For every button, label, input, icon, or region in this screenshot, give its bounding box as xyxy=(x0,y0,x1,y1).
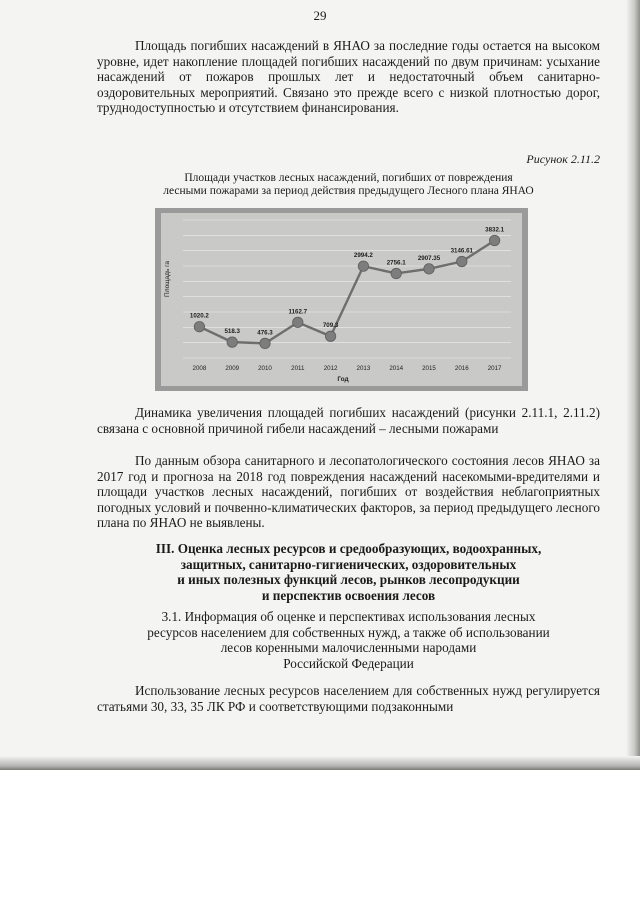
chart-title xyxy=(97,172,600,198)
x-tick-label: 2014 xyxy=(389,365,404,372)
chart-svg xyxy=(155,208,528,391)
subsection-heading-line: 3.1. Информация об оценке и перспективах использования лесных xyxy=(161,609,536,624)
paragraph-dead-stands: Площадь погибших насаждений в ЯНАО за последние годы остается на высоком уровне, идет накопление площадей погибших насаждений по двум причинам: усыхание насаждений от пожаров прошлых лет и недостаточный объем санитарно-оздоровительных мероприятий. Связано это прежде всего с низкой плотностью дорог, труднодоступностью и отсутствием финансирования. xyxy=(97,38,600,115)
data-label: 518.3 xyxy=(224,328,240,336)
subsection-heading-line: ресурсов населением для собственных нужд, а также об использовании xyxy=(147,624,550,640)
chart-title-line-1: Площади участков лесных насаждений, погибших от повреждения xyxy=(184,172,513,184)
section-heading-line: III. Оценка лесных ресурсов и средообразующих, водоохранных, xyxy=(155,541,542,556)
data-label: 2994.2 xyxy=(353,252,373,260)
y-axis-label: Площадь га xyxy=(164,261,171,297)
section-heading-line: защитных, санитарно-гигиенических, оздоровительных xyxy=(180,556,517,572)
page-edge-shadow-right xyxy=(626,0,640,770)
x-tick-label: 2012 xyxy=(323,365,338,372)
x-tick-label: 2016 xyxy=(454,365,469,372)
data-label: 2907.35 xyxy=(417,254,441,262)
data-point xyxy=(358,261,368,271)
x-tick-label: 2009 xyxy=(225,365,240,372)
subsection-heading-line: Российской Федерации xyxy=(283,655,414,671)
data-point xyxy=(489,235,499,245)
data-point xyxy=(260,338,270,348)
paragraph-sanitary-review: По данным обзора санитарного и лесопатологического состояния лесов ЯНАО за 2017 год и прогноза на 2018 год повреждения насаждений насекомыми-вредителями и площади участков лесных насаждений, погибших от воздействия неблагоприятных погодных условий и почвенно-климатических факторов, за период предыдущего лесного плана по ЯНАО не выявлены. xyxy=(97,453,600,530)
x-axis-label: Год xyxy=(337,376,349,383)
paragraph-dynamics: Динамика увеличения площадей погибших насаждений (рисунки 2.11.1, 2.11.2) связана с основной причиной гибели насаждений – лесными пожарами xyxy=(97,405,600,436)
section-heading xyxy=(97,541,600,603)
x-tick-label: 2010 xyxy=(258,365,272,372)
x-tick-label: 2011 xyxy=(291,365,305,372)
data-point xyxy=(194,322,204,332)
section-heading-line: и иных полезных функций лесов, рынков лесопродукции xyxy=(177,572,520,587)
section-heading-line: и перспектив освоения лесов xyxy=(261,587,436,603)
data-label: 709.3 xyxy=(322,322,339,330)
x-tick-label: 2017 xyxy=(487,365,502,372)
data-label: 3146.61 xyxy=(450,247,473,255)
subsection-heading xyxy=(97,609,600,671)
x-tick-label: 2015 xyxy=(422,365,436,372)
chart-title-line-2: лесными пожарами за период действия предыдущего Лесного плана ЯНАО xyxy=(163,185,534,197)
data-label: 1020.2 xyxy=(189,312,209,320)
data-point xyxy=(391,268,401,278)
paragraph-resource-use: Использование лесных ресурсов населением для собственных нужд регулируется статьями 30, 33, 35 ЛК РФ и соответствующими подзаконными xyxy=(97,683,600,714)
data-point xyxy=(227,337,237,347)
x-tick-label: 2008 xyxy=(192,365,207,372)
page-number: 29 xyxy=(313,8,327,23)
x-tick-label: 2013 xyxy=(356,365,371,372)
data-point xyxy=(457,256,467,266)
data-point xyxy=(424,264,434,274)
data-point xyxy=(293,317,303,327)
data-point xyxy=(325,331,335,341)
subsection-heading-line: лесов коренными малочисленными народами xyxy=(220,640,477,655)
chart-plot-background xyxy=(161,213,522,386)
line-chart xyxy=(155,208,528,391)
page-edge-shadow-bottom xyxy=(0,756,640,770)
figure-label: Рисунок 2.11.2 xyxy=(526,152,600,166)
data-label: 2756.1 xyxy=(386,259,406,267)
data-label: 3832.1 xyxy=(485,226,505,234)
data-label: 1162.7 xyxy=(288,308,308,316)
data-label: 476.3 xyxy=(257,329,273,337)
